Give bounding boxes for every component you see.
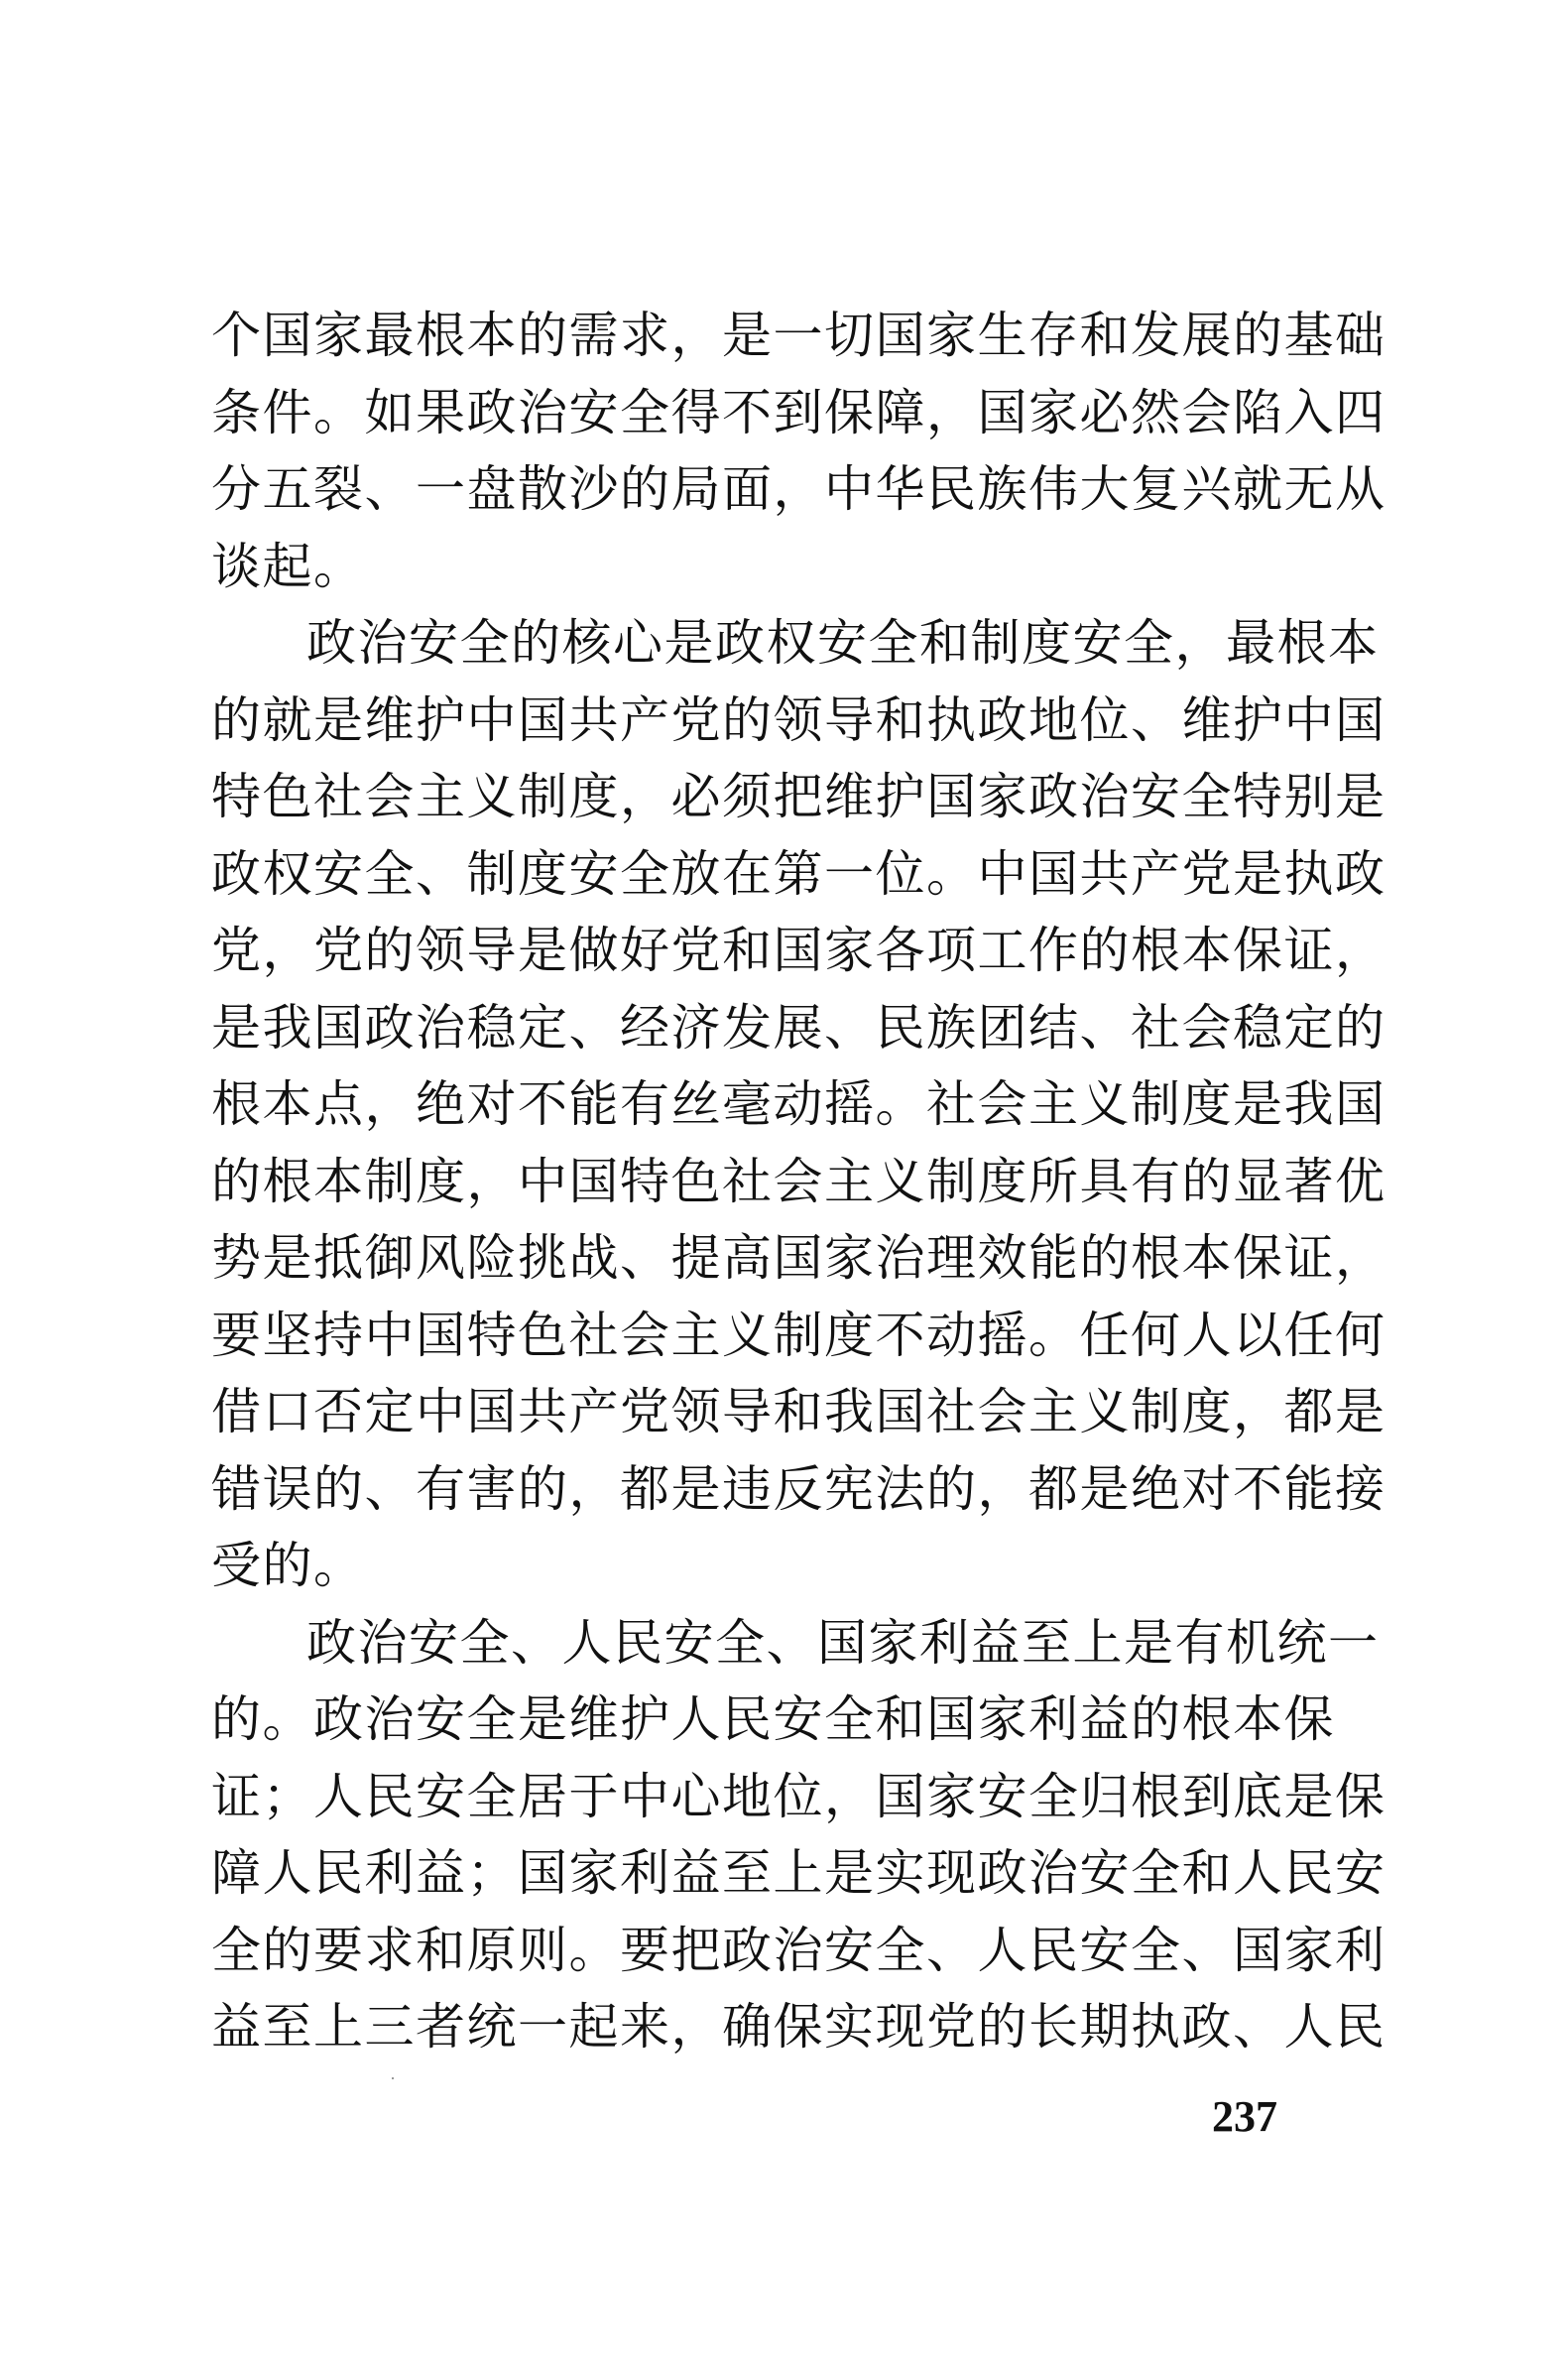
paragraph [211, 298, 1387, 605]
text-line: 益至上三者统一起来，确保实现党的长期执政、人民 [211, 1998, 1387, 2056]
text-line: 势是抵御风险挑战、提高国家治理效能的根本保证， [211, 1229, 1387, 1287]
text-line: 政治安全的核心是政权安全和制度安全，最根本 [306, 614, 1380, 672]
text-line: 证；人民安全居于中心地位，国家安全归根到底是保 [211, 1767, 1387, 1825]
text-line: 的根本制度，中国特色社会主义制度所具有的显著优 [211, 1152, 1387, 1210]
scan-speck [392, 2077, 394, 2079]
text-line: 条件。如果政治安全得不到保障，国家必然会陷入四 [211, 383, 1387, 441]
text-line: 受的。 [211, 1537, 365, 1594]
body-text [211, 298, 1387, 2066]
text-line: 是我国政治稳定、经济发展、民族团结、社会稳定的 [211, 998, 1387, 1057]
paragraph [211, 1605, 1387, 2066]
text-line: 障人民利益；国家利益至上是实现政治安全和人民安 [211, 1844, 1387, 1902]
text-line: 的。政治安全是维护人民安全和国家利益的根本保 [211, 1690, 1335, 1748]
text-line: 个国家最根本的需求，是一切国家生存和发展的基础 [211, 307, 1387, 364]
text-line: 谈起。 [211, 537, 365, 595]
text-line: 分五裂、一盘散沙的局面，中华民族伟大复兴就无从 [211, 460, 1387, 518]
text-line: 错误的、有害的，都是违反宪法的，都是绝对不能接 [211, 1459, 1387, 1518]
text-line: 要坚持中国特色社会主义制度不动摇。任何人以任何 [211, 1306, 1387, 1364]
page-number: 237 [1212, 2092, 1277, 2141]
text-line: 特色社会主义制度，必须把维护国家政治安全特别是 [211, 768, 1387, 825]
text-line: 政权安全、制度安全放在第一位。中国共产党是执政 [211, 844, 1387, 903]
text-line: 政治安全、人民安全、国家利益至上是有机统一 [306, 1613, 1380, 1672]
text-line: 根本点，绝对不能有丝毫动摇。社会主义制度是我国 [211, 1075, 1387, 1133]
text-line: 的就是维护中国共产党的领导和执政地位、维护中国 [211, 690, 1387, 749]
text-line: 借口否定中国共产党领导和我国社会主义制度，都是 [211, 1383, 1387, 1440]
text-line: 党，党的领导是做好党和国家各项工作的根本保证， [211, 922, 1387, 979]
text-line: 全的要求和原则。要把政治安全、人民安全、国家利 [211, 1921, 1387, 1979]
paragraph [211, 605, 1387, 1605]
